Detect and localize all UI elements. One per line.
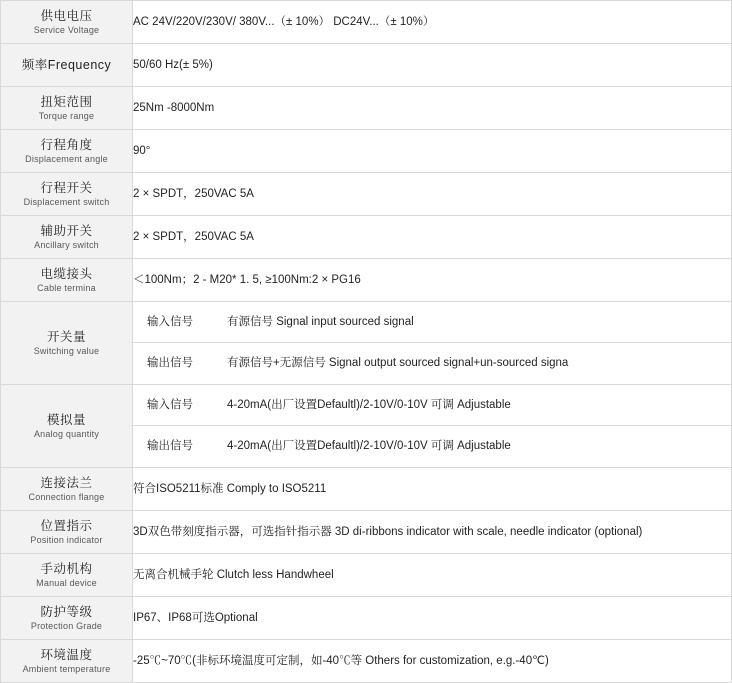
row-value-ambient-temperature: -25℃~70℃(非标环境温度可定制，如-40℃等 Others for customization, e.g.-40℃)	[133, 640, 732, 683]
sub-row-value: 有源信号+无源信号 Signal output sourced signal+un-sourced signa	[227, 357, 569, 370]
label-cn: 扭矩范围	[40, 94, 93, 109]
row-label-position-indicator	[1, 511, 133, 554]
table-row	[1, 385, 732, 468]
label-en: Connection flange	[28, 491, 105, 502]
label-cn: 行程开关	[40, 180, 93, 195]
row-value-service-voltage: AC 24V/220V/230V/ 380V...（± 10%） DC24V...（± 10%）	[133, 1, 732, 44]
sub-row-value: 4-20mA(出厂设置Defaultl)/2-10V/0-10V 可调 Adjustable	[227, 440, 511, 453]
table-row	[1, 554, 732, 597]
row-value-ancillary-switch: 2 × SPDT，250VAC 5A	[133, 216, 732, 259]
table-row	[1, 511, 732, 554]
row-value-displacement-angle: 90°	[133, 130, 732, 173]
row-label-ambient-temperature	[1, 640, 133, 683]
row-label-frequency	[1, 44, 133, 87]
table-body	[1, 1, 732, 683]
sub-row-key: 输入信号	[147, 315, 193, 328]
row-label-service-voltage	[1, 1, 133, 44]
row-value-protection-grade: IP67、IP68可选Optional	[133, 597, 732, 640]
label-en: Torque range	[38, 110, 95, 121]
label-en: Analog quantity	[33, 428, 100, 439]
sub-row-input-signal	[133, 385, 731, 426]
row-value-torque-range: 25Nm -8000Nm	[133, 87, 732, 130]
label-en: Ancillary switch	[34, 239, 99, 250]
table-row	[1, 640, 732, 683]
row-value-manual-device: 无离合机械手轮 Clutch less Handwheel	[133, 554, 732, 597]
row-label-ancillary-switch	[1, 216, 133, 259]
label-en: Displacement switch	[23, 196, 110, 207]
row-label-switching-value	[1, 302, 133, 385]
sub-row-value: 4-20mA(出厂设置Defaultl)/2-10V/0-10V 可调 Adjustable	[227, 398, 511, 411]
table-row	[1, 87, 732, 130]
row-value-switching-value	[133, 302, 732, 385]
label-cn: 模拟量	[46, 412, 86, 427]
label-en: Switching value	[33, 345, 100, 356]
row-value-cable-termina: ＜100Nm；2 - M20* 1. 5, ≥100Nm:2 × PG16	[133, 259, 732, 302]
label-en: Protection Grade	[30, 620, 103, 631]
label-cn: 开关量	[46, 329, 86, 344]
sub-row-output-signal	[133, 343, 731, 384]
sub-row-key: 输出信号	[147, 357, 193, 370]
sub-row-key: 输出信号	[147, 440, 193, 453]
label-cn: 辅助开关	[40, 223, 93, 238]
row-value-position-indicator: 3D双色带刻度指示器，可选指针指示器 3D di-ribbons indicator with scale, needle indicator (optional)	[133, 511, 732, 554]
sub-row-input-signal	[133, 302, 731, 343]
table-row	[1, 1, 732, 44]
table-row	[1, 468, 732, 511]
table-row	[1, 259, 732, 302]
row-label-cable-termina	[1, 259, 133, 302]
label-en: Manual device	[36, 577, 97, 588]
label-cn: 环境温度	[40, 647, 93, 662]
label-cn: 防护等级	[40, 604, 93, 619]
sub-row-value: 有源信号 Signal input sourced signal	[227, 315, 414, 328]
sub-row-key: 输入信号	[147, 398, 193, 411]
label-cn: 位置指示	[40, 518, 93, 533]
table-row	[1, 597, 732, 640]
row-value-displacement-switch: 2 × SPDT，250VAC 5A	[133, 173, 732, 216]
row-value-frequency: 50/60 Hz(± 5%)	[133, 44, 732, 87]
row-label-manual-device	[1, 554, 133, 597]
label-cn: 电缆接头	[40, 266, 93, 281]
row-value-analog-quantity	[133, 385, 732, 468]
table-row	[1, 44, 732, 87]
row-label-displacement-switch	[1, 173, 133, 216]
row-label-displacement-angle	[1, 130, 133, 173]
row-value-connection-flange: 符合ISO5211标准 Comply to ISO5211	[133, 468, 732, 511]
label-cn: 手动机构	[40, 561, 93, 576]
row-label-connection-flange	[1, 468, 133, 511]
sub-row-output-signal	[133, 426, 731, 467]
row-label-torque-range	[1, 87, 133, 130]
row-label-analog-quantity	[1, 385, 133, 468]
row-label-protection-grade	[1, 597, 133, 640]
table-row	[1, 130, 732, 173]
label-en: Ambient temperature	[22, 663, 111, 674]
label-cn: 行程角度	[40, 137, 93, 152]
label-en: Position indicator	[30, 534, 103, 545]
label-cn: 频率Frequency	[21, 57, 112, 72]
table-row	[1, 173, 732, 216]
label-cn: 供电电压	[40, 8, 93, 23]
table-row	[1, 216, 732, 259]
label-en: Service Voltage	[33, 24, 100, 35]
table-row	[1, 302, 732, 385]
label-cn: 连接法兰	[40, 475, 93, 490]
label-en: Displacement angle	[25, 153, 108, 164]
label-en: Cable termina	[37, 282, 96, 293]
